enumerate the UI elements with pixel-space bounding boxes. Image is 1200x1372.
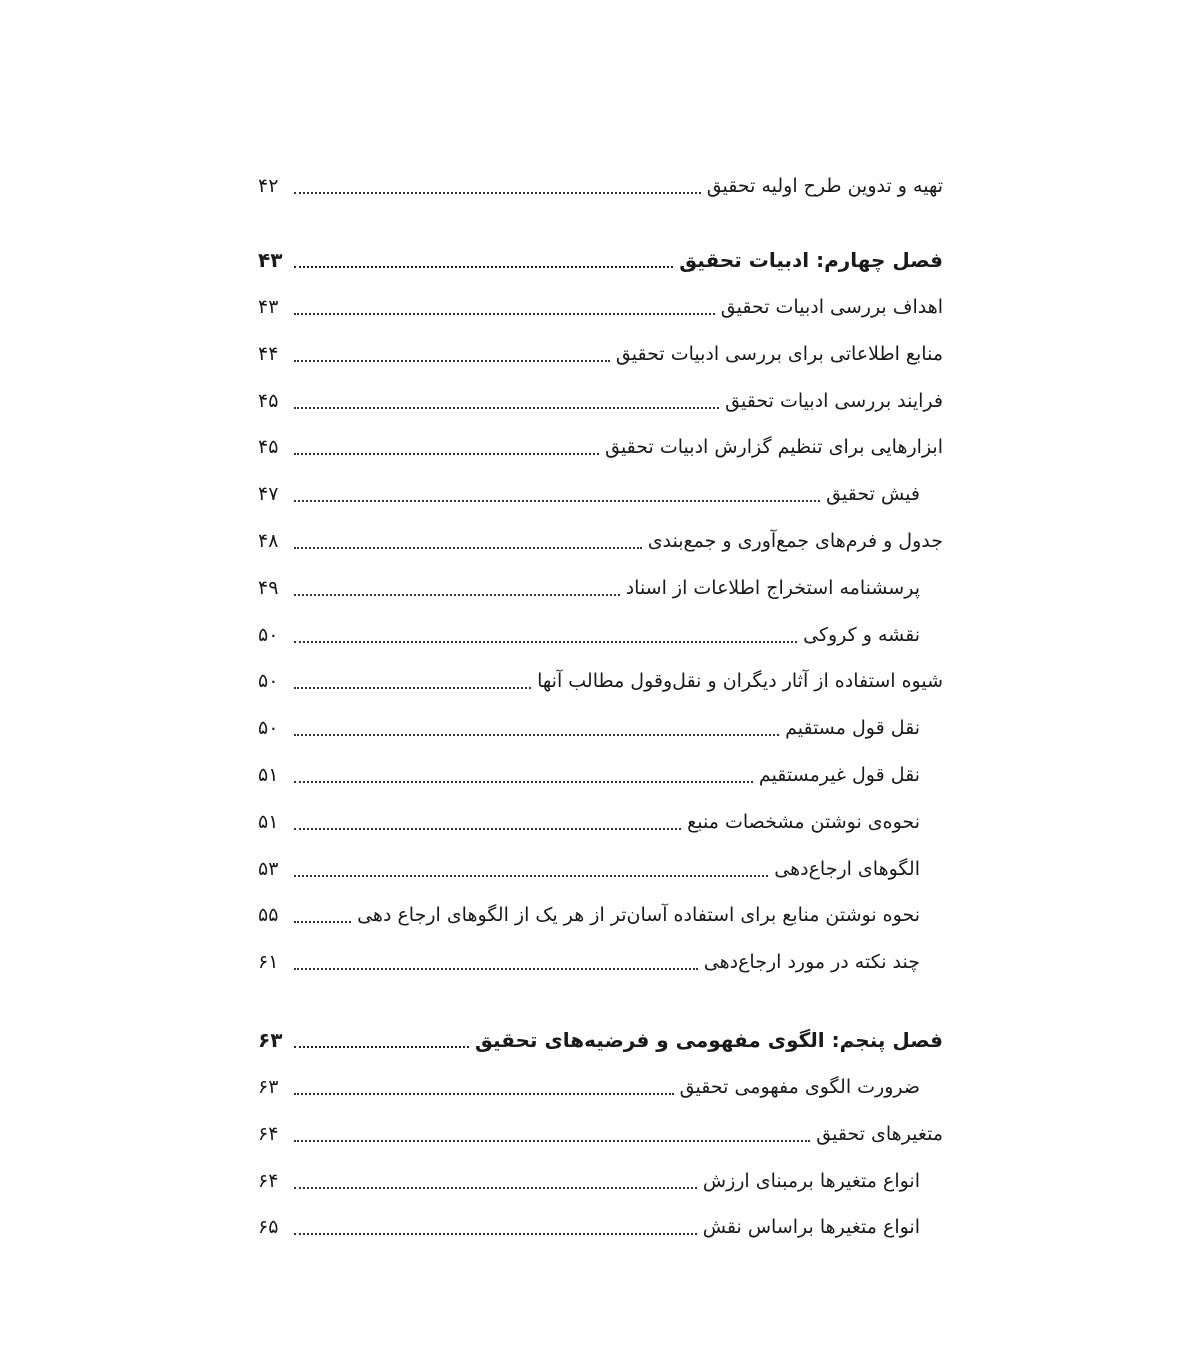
dot-leader [294,1093,674,1095]
toc-entry-title: نقل قول غیرمستقیم [758,764,920,786]
toc-entry-title: ابزارهایی برای تنظیم گزارش ادبیات تحقیق [605,436,943,458]
toc-entry-title: فیش تحقیق [826,483,920,505]
toc-entry-title: نحوه‌ی نوشتن مشخصات منبع [687,811,920,833]
dot-leader [294,313,715,315]
toc-entry-title: تهیه و تدوین طرح اولیه تحقیق [706,175,943,197]
toc-entry-title: جدول و فرم‌های جمع‌آوری و جمع‌بندی [647,530,943,552]
dot-leader [294,594,620,596]
toc-entry-title: اهداف بررسی ادبیات تحقیق [720,296,943,318]
toc-entry-page: ۵۱ [258,764,279,786]
toc-entry-page: ۵۰ [258,670,279,692]
toc-entry-title: پرسشنامه استخراج اطلاعات از اسناد [625,577,920,599]
toc-entry [258,423,943,463]
dot-leader [294,875,768,877]
dot-leader [294,266,673,268]
toc-entry [258,1063,920,1103]
toc-entry-title: نقل قول مستقیم [785,717,920,739]
toc-entry-page: ۵۳ [258,858,279,880]
toc-entry-title: انواع متغیرها برمبنای ارزش [702,1170,920,1192]
toc-entry-page: ۶۴ [258,1170,279,1192]
toc-entry-title: فرایند بررسی ادبیات تحقیق [725,390,943,412]
toc-entry [258,1157,920,1197]
dot-leader [294,734,779,736]
dot-leader [294,1187,697,1189]
toc-entry [258,330,943,370]
toc-entry-page: ۵۱ [258,811,279,833]
toc-entry-title: ضرورت الگوی مفهومی تحقیق [679,1076,920,1098]
toc-entry [258,704,920,744]
toc-entry-page: ۶۵ [258,1216,279,1238]
toc-entry [258,938,920,978]
dot-leader [294,1233,697,1235]
dot-leader [294,547,642,549]
toc-entry-page: ۵۵ [258,904,279,926]
toc-entry-page: ۴۸ [258,530,279,552]
toc-entry [258,283,943,323]
toc-entry-page: ۴۳ [258,248,283,272]
toc-entry-page: ۴۴ [258,343,279,365]
dot-leader [294,500,820,502]
toc-entry [258,611,920,651]
toc-entry [258,517,943,557]
toc-entry [258,564,920,604]
toc-entry-page: ۴۲ [258,175,279,197]
toc-entry-page: ۵۰ [258,717,279,739]
toc-entry-title: فصل چهارم: ادبیات تحقیق [679,248,943,272]
toc-entry-page: ۴۵ [258,390,279,412]
toc-entry-title: متغیرهای تحقیق [816,1123,943,1145]
toc-entry [258,1110,943,1150]
toc-entry [258,162,943,202]
toc-entry-title: منابع اطلاعاتی برای بررسی ادبیات تحقیق [615,343,943,365]
dot-leader [294,1140,810,1142]
toc-entry-page: ۶۱ [258,951,279,973]
toc-entry [258,1203,920,1243]
dot-leader [294,828,681,830]
dot-leader [294,192,701,194]
dot-leader [294,407,719,409]
toc-entry-title: شیوه استفاده از آثار دیگران و نقل‌وقول مطالب آنها [537,670,943,692]
toc-entry-page: ۵۰ [258,624,279,646]
toc-entry-page: ۶۳ [258,1076,279,1098]
dot-leader [294,1046,469,1048]
toc-entry-title: فصل پنجم: الگوی مفهومی و فرضیه‌های تحقیق [474,1028,943,1052]
toc-entry [258,470,920,510]
dot-leader [294,687,531,689]
toc-entry-title: چند نکته در مورد ارجاع‌دهی [703,951,920,973]
toc-entry-page: ۴۳ [258,296,279,318]
toc-entry-title: نحوه نوشتن منابع برای استفاده آسان‌تر از هر یک از الگوهای ارجاع دهی [357,904,920,926]
toc-entry-title: نقشه و کروکی [803,624,920,646]
toc-entry-page: ۴۹ [258,577,279,599]
toc-entry [258,657,943,697]
dot-leader [294,453,599,455]
dot-leader [294,781,753,783]
dot-leader [294,921,351,923]
toc-chapter-heading [258,1016,943,1056]
dot-leader [294,360,610,362]
toc-chapter-heading [258,236,943,276]
toc-entry-page: ۴۷ [258,483,279,505]
dot-leader [294,968,698,970]
toc-entry [258,377,943,417]
toc-entry [258,891,920,931]
toc-entry-title: الگوهای ارجاع‌دهی [774,858,920,880]
toc-entry-title: انواع متغیرها براساس نقش [702,1216,920,1238]
dot-leader [294,641,797,643]
toc-entry-page: ۶۴ [258,1123,279,1145]
toc-entry [258,798,920,838]
toc-entry-page: ۴۵ [258,436,279,458]
toc-entry-page: ۶۳ [258,1028,283,1052]
toc-entry [258,751,920,791]
toc-entry [258,845,920,885]
